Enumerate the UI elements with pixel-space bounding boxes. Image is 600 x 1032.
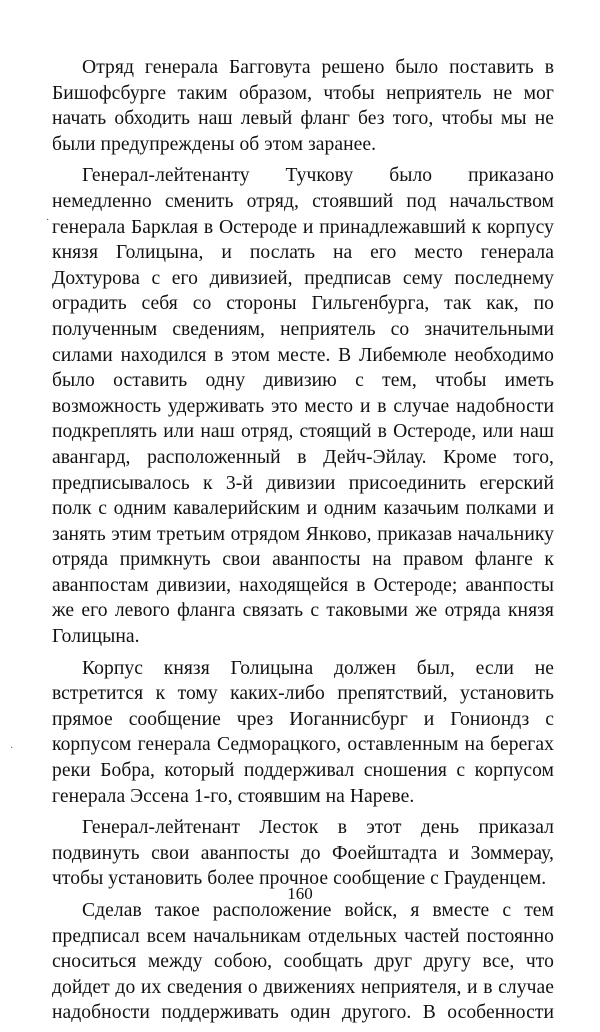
paragraph-2: Генерал-лейтенанту Тучкову было приказано немедленно сменить отряд, стоявший под начальством генерала Барклая в Остероде и принадлежавший к корпусу князя Голицына, и послать на его место генерала Дохтурова с его дивизией, предписав сему последнему оградить себя со стороны Гильгенбурга, так как, по полученным сведениям, неприятель со значительными силами находился в этом месте. В Либемюле необходимо было оставить одну дивизию с тем, чтобы иметь возможность удерживать это место и в случае надобности подкреплять или наш отряд, стоящий в Остероде, или наш авангард, расположенный в Дейч-Эйлау. Кроме того, предписывалось к 3-й дивизии присоединить егерский полк с одним кавалерийским и одним казачьим полками и занять этим третьим отрядом Янково, приказав начальнику отряда примкнуть свои аванпосты на правом фланге к аванпостам дивизии, находящейся в Остероде; аванпосты же его левого фланга связать с таковыми же отряда князя Голицына.: [52, 165, 554, 648]
scan-speck: ·: [46, 215, 50, 226]
paragraph-5: Сделав такое расположение войск, я вместе с тем предписал всем начальникам отдельных частей постоянно сноситься между собою, сообщать друг другу все, что дойдет до их сведения о движениях неприятеля, и в случае надобности поддерживать один другого. В особенности: [52, 900, 554, 1024]
paragraph-3: Корпус князя Голицына должен был, если не встретится к тому каких-либо препятствий, установить прямое сообщение чрез Иоганнисбург и Гониондз с корпусом генерала Седморацкого, оставленным на берегах реки Бобра, который поддерживал сношения с корпусом генерала Эссена 1-го, стоявшим на Нареве.: [52, 657, 554, 807]
paragraph-1: Отряд генерала Багговута решено было поставить в Бишофсбурге таким образом, чтобы неприятель не мог начать обходить наш левый фланг без того, чтобы мы не были предупреждены об этом заранее.: [52, 57, 554, 155]
paragraph-4: Генерал-лейтенант Лесток в этот день приказал подвинуть свои аванпосты до Фоейштадта и Зоммерау, чтобы установить более прочное сообщение с Грауденцем.: [52, 817, 554, 890]
page-number: 160: [287, 884, 313, 903]
scan-speck: ·: [10, 743, 14, 754]
